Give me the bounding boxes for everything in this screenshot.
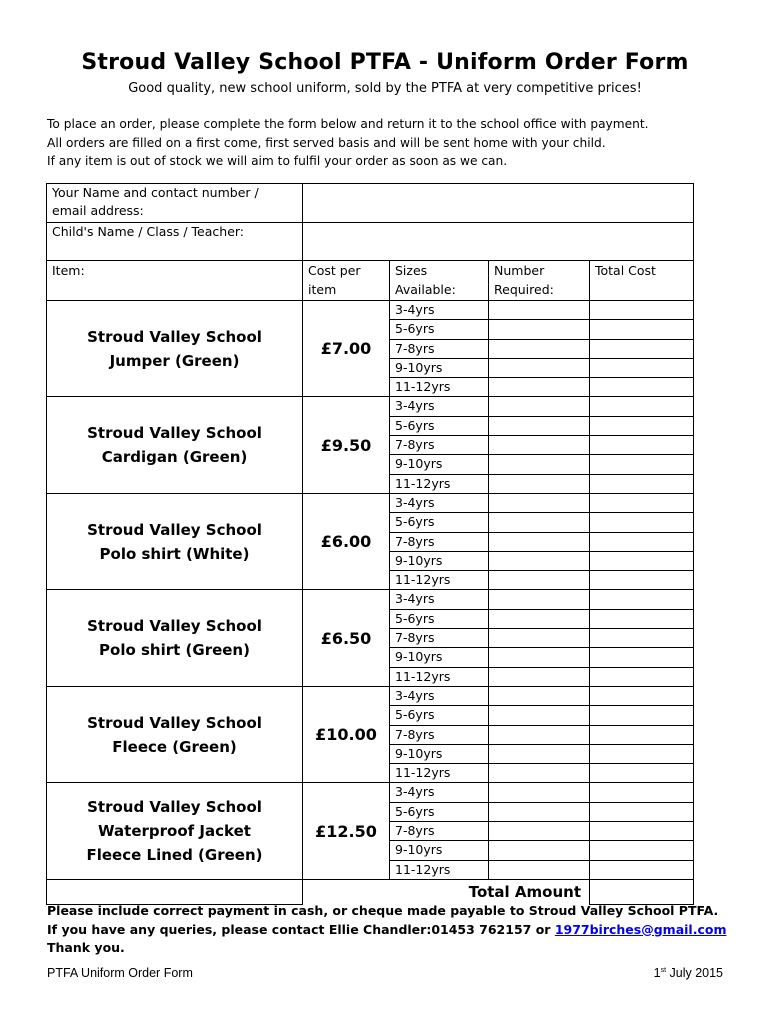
- item-cost: £7.00: [303, 301, 390, 397]
- instruction-line: To place an order, please complete the form below and return it to the school office with payment.: [47, 117, 649, 131]
- total-cost-field[interactable]: [590, 667, 694, 686]
- item-name: [47, 686, 303, 782]
- total-cost-field[interactable]: [590, 493, 694, 512]
- total-cost-field[interactable]: [590, 802, 694, 821]
- item-name-line: Jumper (Green): [109, 351, 240, 370]
- footer-title: PTFA Uniform Order Form: [47, 966, 193, 980]
- size-option: 5-6yrs: [390, 416, 489, 435]
- page-subtitle: Good quality, new school uniform, sold by the PTFA at very competitive prices!: [128, 81, 642, 96]
- number-required-field[interactable]: [489, 841, 590, 860]
- child-label: Child's Name / Class / Teacher:: [47, 223, 303, 261]
- total-cost-field[interactable]: [590, 860, 694, 879]
- total-cost-field[interactable]: [590, 397, 694, 416]
- total-spacer: [47, 879, 303, 904]
- instructions: [47, 115, 649, 171]
- size-option: 3-4yrs: [390, 493, 489, 512]
- number-required-field[interactable]: [489, 802, 590, 821]
- total-cost-field[interactable]: [590, 513, 694, 532]
- number-required-field[interactable]: [489, 686, 590, 705]
- total-cost-field[interactable]: [590, 706, 694, 725]
- total-cost-field[interactable]: [590, 609, 694, 628]
- item-name-line: Stroud Valley School: [87, 798, 262, 817]
- total-cost-field[interactable]: [590, 629, 694, 648]
- size-option: 5-6yrs: [390, 802, 489, 821]
- date-rest: July 2015: [666, 966, 723, 980]
- number-required-field[interactable]: [489, 764, 590, 783]
- size-option: 9-10yrs: [390, 551, 489, 570]
- size-option: 11-12yrs: [390, 378, 489, 397]
- size-option: 11-12yrs: [390, 667, 489, 686]
- size-option: 5-6yrs: [390, 706, 489, 725]
- number-required-field[interactable]: [489, 358, 590, 377]
- size-option: 11-12yrs: [390, 571, 489, 590]
- total-cost-field[interactable]: [590, 686, 694, 705]
- header-total: Total Cost: [590, 261, 694, 301]
- date-suffix: st: [660, 966, 667, 974]
- total-cost-field[interactable]: [590, 841, 694, 860]
- contact-note-text: If you have any queries, please contact Ellie Chandler:01453 762157 or: [47, 921, 555, 937]
- item-name-line: Cardigan (Green): [101, 448, 248, 467]
- total-cost-field[interactable]: [590, 744, 694, 763]
- size-option: 9-10yrs: [390, 358, 489, 377]
- item-name: [47, 590, 303, 686]
- header-cost: Cost per item: [303, 261, 390, 301]
- total-cost-field[interactable]: [590, 725, 694, 744]
- size-option: 9-10yrs: [390, 455, 489, 474]
- total-cost-field[interactable]: [590, 474, 694, 493]
- item-name-line: Stroud Valley School: [87, 713, 262, 732]
- size-option: 7-8yrs: [390, 532, 489, 551]
- total-amount-field[interactable]: [590, 879, 694, 904]
- number-required-field[interactable]: [489, 532, 590, 551]
- date-day: 1: [653, 966, 661, 980]
- number-required-field[interactable]: [489, 860, 590, 879]
- size-option: 7-8yrs: [390, 629, 489, 648]
- items-body: [47, 301, 694, 880]
- total-cost-field[interactable]: [590, 358, 694, 377]
- item-name-line: Polo shirt (White): [99, 544, 250, 563]
- size-option: 3-4yrs: [390, 686, 489, 705]
- item-name: [47, 783, 303, 879]
- size-option: 9-10yrs: [390, 648, 489, 667]
- item-name-line: Stroud Valley School: [87, 520, 262, 539]
- number-required-field[interactable]: [489, 744, 590, 763]
- number-required-field[interactable]: [489, 609, 590, 628]
- size-option: 11-12yrs: [390, 474, 489, 493]
- number-required-field[interactable]: [489, 783, 590, 802]
- total-cost-field[interactable]: [590, 378, 694, 397]
- item-name: [47, 301, 303, 397]
- item-name: [47, 397, 303, 493]
- total-cost-field[interactable]: [590, 551, 694, 570]
- number-required-field[interactable]: [489, 436, 590, 455]
- header-number: Number Required:: [489, 261, 590, 301]
- total-cost-field[interactable]: [590, 822, 694, 841]
- item-name-line: Stroud Valley School: [87, 424, 262, 443]
- size-option: 3-4yrs: [390, 397, 489, 416]
- total-cost-field[interactable]: [590, 455, 694, 474]
- size-option: 3-4yrs: [390, 783, 489, 802]
- total-cost-field[interactable]: [590, 416, 694, 435]
- total-cost-field[interactable]: [590, 301, 694, 320]
- total-cost-field[interactable]: [590, 571, 694, 590]
- total-cost-field[interactable]: [590, 590, 694, 609]
- number-required-field[interactable]: [489, 397, 590, 416]
- number-required-field[interactable]: [489, 822, 590, 841]
- size-option: 3-4yrs: [390, 301, 489, 320]
- size-option: 5-6yrs: [390, 320, 489, 339]
- item-name-line: Fleece Lined (Green): [86, 846, 263, 865]
- total-cost-field[interactable]: [590, 783, 694, 802]
- number-required-field[interactable]: [489, 493, 590, 512]
- email-link[interactable]: 1977birches@gmail.com: [554, 921, 727, 937]
- number-required-field[interactable]: [489, 706, 590, 725]
- item-cost: £6.00: [303, 493, 390, 589]
- number-required-field[interactable]: [489, 378, 590, 397]
- order-form-table: [46, 183, 694, 905]
- item-cost: £12.50: [303, 783, 390, 879]
- thank-you: Thank you.: [47, 940, 125, 955]
- number-required-field[interactable]: [489, 648, 590, 667]
- number-required-field[interactable]: [489, 551, 590, 570]
- total-cost-field[interactable]: [590, 339, 694, 358]
- contact-field[interactable]: [303, 184, 694, 223]
- number-required-field[interactable]: [489, 301, 590, 320]
- number-required-field[interactable]: [489, 725, 590, 744]
- number-required-field[interactable]: [489, 455, 590, 474]
- item-name-line: Stroud Valley School: [87, 617, 262, 636]
- number-required-field[interactable]: [489, 513, 590, 532]
- number-required-field[interactable]: [489, 474, 590, 493]
- contact-note: [47, 921, 726, 940]
- item-name-line: Fleece (Green): [112, 737, 237, 756]
- item-name-line: Waterproof Jacket: [98, 822, 251, 841]
- header-sizes: Sizes Available:: [390, 261, 489, 301]
- item-name-line: Polo shirt (Green): [99, 641, 250, 660]
- payment-note: Please include correct payment in cash, or cheque made payable to Stroud Valley School PTFA.: [47, 903, 719, 918]
- number-required-field[interactable]: [489, 320, 590, 339]
- size-option: 11-12yrs: [390, 764, 489, 783]
- footer-date: [654, 966, 723, 980]
- total-cost-field[interactable]: [590, 648, 694, 667]
- size-option: 5-6yrs: [390, 609, 489, 628]
- size-option: 5-6yrs: [390, 513, 489, 532]
- item-name: [47, 493, 303, 589]
- instruction-line: If any item is out of stock we will aim to fulfil your order as soon as we can.: [47, 154, 508, 168]
- size-option: 7-8yrs: [390, 339, 489, 358]
- size-option: 9-10yrs: [390, 744, 489, 763]
- total-amount-label: Total Amount: [303, 879, 590, 904]
- total-cost-field[interactable]: [590, 320, 694, 339]
- number-required-field[interactable]: [489, 629, 590, 648]
- number-required-field[interactable]: [489, 667, 590, 686]
- number-required-field[interactable]: [489, 416, 590, 435]
- item-cost: £6.50: [303, 590, 390, 686]
- contact-label: Your Name and contact number / email address:: [47, 184, 303, 223]
- instruction-line: All orders are filled on a first come, first served basis and will be sent home with your child.: [47, 135, 606, 150]
- total-cost-field[interactable]: [590, 764, 694, 783]
- size-option: 3-4yrs: [390, 590, 489, 609]
- total-cost-field[interactable]: [590, 532, 694, 551]
- number-required-field[interactable]: [489, 571, 590, 590]
- number-required-field[interactable]: [489, 590, 590, 609]
- size-option: 7-8yrs: [390, 822, 489, 841]
- page-title: Stroud Valley School PTFA - Uniform Order Form: [81, 50, 689, 75]
- child-field[interactable]: [303, 223, 694, 261]
- header-item: Item:: [47, 261, 303, 301]
- size-option: 11-12yrs: [390, 860, 489, 879]
- number-required-field[interactable]: [489, 339, 590, 358]
- footnote: [47, 902, 726, 958]
- item-cost: £10.00: [303, 686, 390, 782]
- item-cost: £9.50: [303, 397, 390, 493]
- item-name-line: Stroud Valley School: [87, 327, 262, 346]
- size-option: 9-10yrs: [390, 841, 489, 860]
- size-option: 7-8yrs: [390, 436, 489, 455]
- total-cost-field[interactable]: [590, 436, 694, 455]
- size-option: 7-8yrs: [390, 725, 489, 744]
